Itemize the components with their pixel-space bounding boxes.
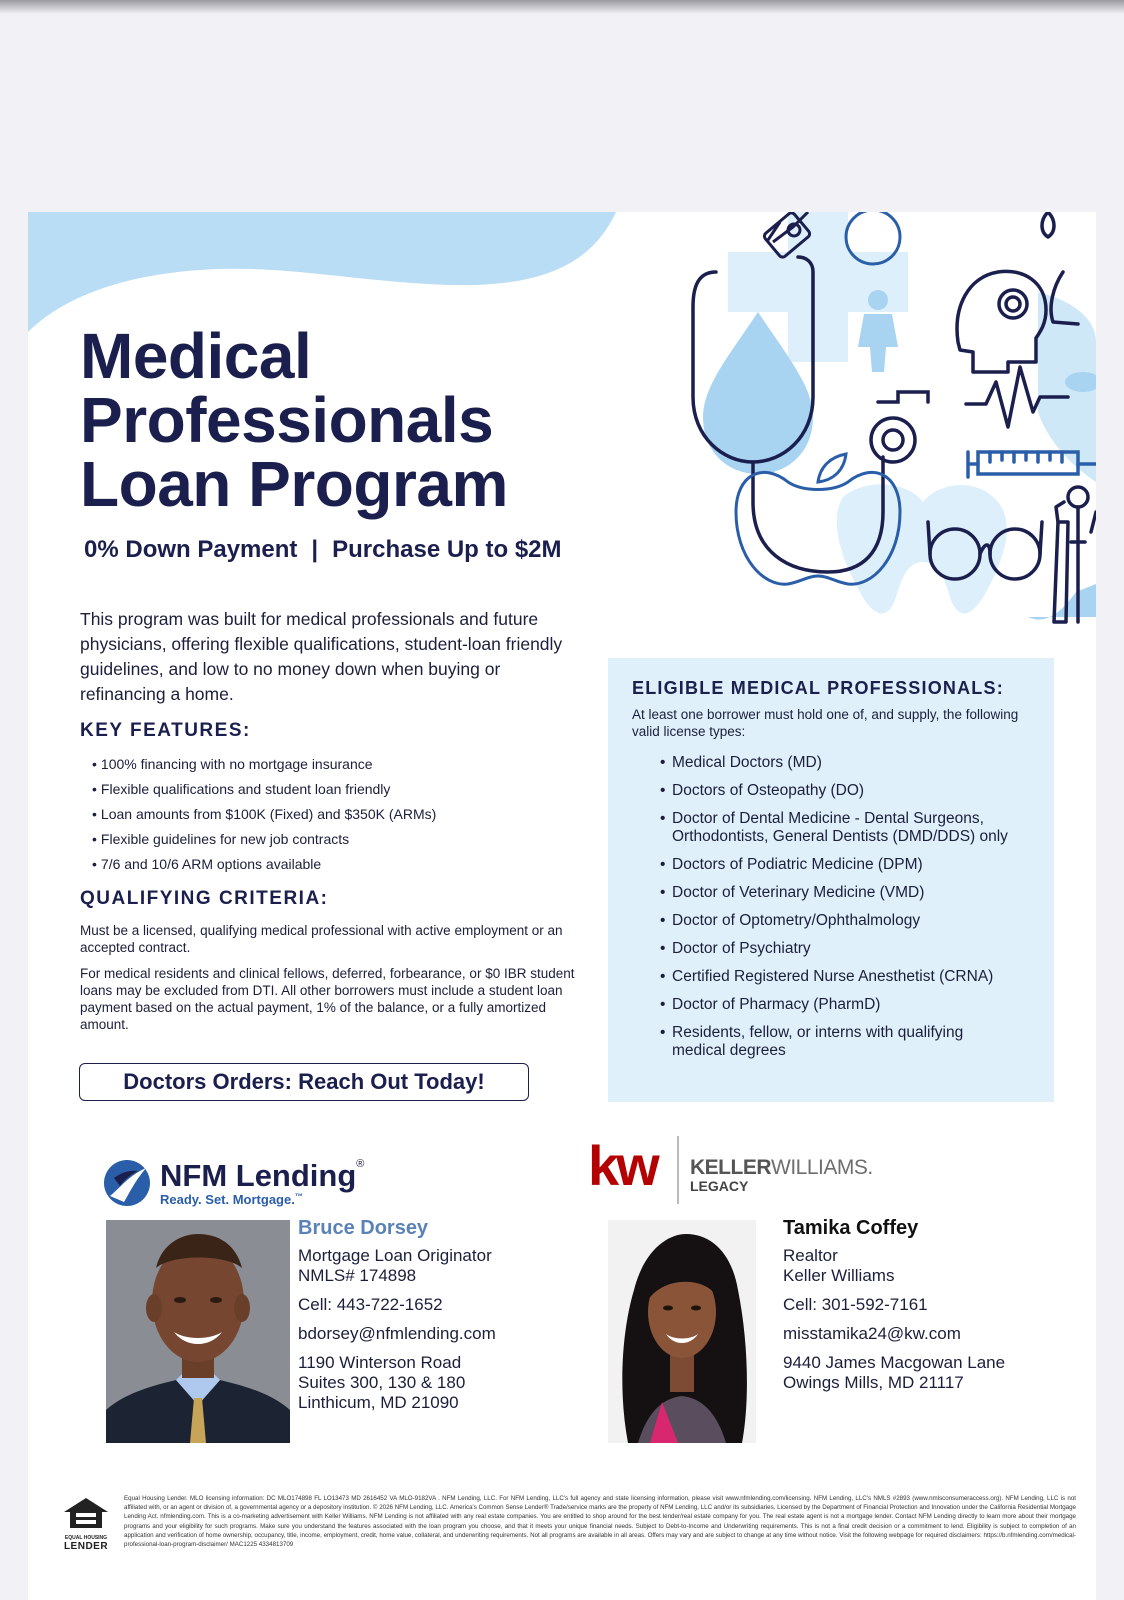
nfm-brand-name: NFM Lending (160, 1158, 357, 1193)
subtitle-separator: | (311, 536, 319, 563)
list-item: • Flexible guidelines for new job contracts (92, 827, 436, 852)
title-line-2: Professionals (80, 384, 494, 456)
list-item: • Flexible qualifications and student loan friendly (92, 777, 436, 802)
top-shadow (0, 0, 1124, 14)
realtor-company: Keller Williams (783, 1266, 895, 1285)
loan-officer-name: Bruce Dorsey (298, 1217, 429, 1239)
list-item: • 100% financing with no mortgage insurance (92, 752, 436, 777)
equal-housing-line-2: LENDER (63, 1541, 109, 1552)
tamika-coffey-photo (608, 1220, 756, 1443)
eligible-list (660, 754, 1020, 1070)
nfm-trademark: ™ (294, 1192, 303, 1201)
loan-officer-address-2: Suites 300, 130 & 180 (298, 1373, 466, 1392)
nfm-registered-mark: ® (356, 1158, 365, 1170)
subtitle (84, 536, 562, 564)
equal-housing-house-icon (62, 1496, 110, 1530)
list-item: • Doctor of Optometry/Ophthalmology (660, 912, 1020, 930)
list-item: • 7/6 and 10/6 ARM options available (92, 852, 436, 877)
title-line-1: Medical (80, 320, 312, 392)
kw-mark: kw (588, 1134, 657, 1197)
qualifying-paragraph-2: For medical residents and clinical fellows, deferred, forbearance, or $0 IBR student loans may be excluded from DTI. All other borrowers must include a student loan payment based on the actual payment, 1% of the balance, or a fully amortized amount. (80, 966, 575, 1032)
realtor-name: Tamika Coffey (783, 1217, 919, 1239)
intro-paragraph: This program was built for medical professionals and future physicians, offering flexible qualifications, student-loan friendly guidelines, and low to no money down when buying or refinancing a home. (80, 609, 563, 704)
eligible-intro: At least one borrower must hold one of, and supply, the following valid license types: (632, 707, 1019, 739)
equal-housing-line-1: EQUAL HOUSING (64, 1535, 108, 1541)
loan-officer-cell: Cell: 443-722-1652 (298, 1295, 443, 1314)
loan-officer-title: Mortgage Loan Originator (298, 1246, 492, 1265)
list-item: • Doctor of Psychiatry (660, 940, 1020, 958)
loan-officer-address-1: 1190 Winterson Road (298, 1353, 462, 1372)
kw-office: LEGACY (690, 1178, 749, 1194)
nfm-tagline: Ready. Set. Mortgage. (160, 1192, 295, 1207)
page-title (80, 320, 508, 520)
list-item: • Doctor of Veterinary Medicine (VMD) (660, 884, 1020, 902)
kw-name-bold: KELLER (690, 1156, 771, 1179)
key-features-list (92, 752, 436, 877)
bruce-dorsey-photo (106, 1220, 290, 1443)
subtitle-down-payment: 0% Down Payment (84, 536, 298, 563)
realtor-cell: Cell: 301-592-7161 (783, 1295, 928, 1314)
list-item: • Doctor of Pharmacy (PharmD) (660, 996, 1020, 1014)
list-item: • Certified Registered Nurse Anesthetist (CRNA) (660, 968, 1020, 986)
nfm-swirl-icon (102, 1158, 152, 1208)
kw-name-light: WILLIAMS. (771, 1156, 873, 1179)
list-item: • Medical Doctors (MD) (660, 754, 1020, 772)
eligible-heading: ELIGIBLE MEDICAL PROFESSIONALS: (632, 678, 1004, 698)
list-item: • Doctors of Osteopathy (DO) (660, 782, 1020, 800)
realtor-email[interactable]: misstamika24@kw.com (783, 1324, 961, 1343)
loan-officer-card (298, 1218, 496, 1413)
flyer-page (28, 212, 1096, 1600)
qualifying-paragraph-1: Must be a licensed, qualifying medical professional with active employment or an accepted contract. (80, 923, 563, 955)
legal-disclaimer: Equal Housing Lender. MLO licensing information: DC MLO174898 FL LO13473 MD 2616452 VA MLO-9182VA . NFM Lending, LLC. For NFM Lending, LLC's full agency and state licensing information, please visit www.nfmlending.com/licensing. NFM Lending, LLC's NMLS #2893 (www.nmlsconsumeraccess.org). NFM Lending, LLC is not affiliated with, or an agent or division of, a governmental agency or a depository institution. © 2026 NFM Lending, LLC. America's Common Sense Lender® Trade/service marks are the property of NFM Lending, LLC and/or its subsidiaries. Licensed by the Department of Financial Protection and Innovation under the California Residential Mortgage Lending Act. nfmlending.com. This is a co-marketing advertisement with Keller Williams. NFM Lending is not affiliated with any real estate companies. You are entitled to shop around for the best lender/real estate company for you. The real estate agent is not a mortgage lender. Contact NFM Lending directly to learn more about their mortgage programs and your eligibility for such programs. Make sure you understand the features associated with the loan program you choose, and that it meets your unique financial needs. Subject to Debt-to-Income and Underwriting requirements. This is not a final credit decision or a commitment to lend. Eligibility is subject to completion of an application and verification of home ownership, occupancy, title, income, employment, credit, home value, collateral, and underwriting requirements. Not all programs are available in all areas. Offers may vary and are subject to change at any time without notice. Visit the following webpage for required disclaimers: https://b.nfmlending.com/medical-professional-loan-program-disclaimer/ MAC1225 4334813709 (124, 1495, 1076, 1549)
realtor-address-2: Owings Mills, MD 21117 (783, 1373, 964, 1392)
eligible-professionals-panel (608, 658, 1054, 1102)
subtitle-purchase-limit: Purchase Up to $2M (332, 536, 562, 563)
list-item: • Doctors of Podiatric Medicine (DPM) (660, 856, 1020, 874)
realtor-card (783, 1218, 1005, 1393)
kw-divider (677, 1136, 679, 1204)
key-features-heading: KEY FEATURES: (80, 720, 251, 741)
list-item: • Residents, fellow, or interns with qualifying medical degrees (660, 1024, 1020, 1060)
qualifying-criteria-heading: QUALIFYING CRITERIA: (80, 888, 329, 909)
realtor-address-1: 9440 James Macgowan Lane (783, 1353, 1006, 1372)
realtor-title: Realtor (783, 1246, 838, 1265)
title-line-3: Loan Program (80, 448, 508, 520)
loan-officer-address-3: Linthicum, MD 21090 (298, 1393, 459, 1412)
loan-officer-email[interactable]: bdorsey@nfmlending.com (298, 1324, 496, 1343)
medical-icons-illustration (668, 212, 1096, 632)
list-item: • Loan amounts from $100K (Fixed) and $350K (ARMs) (92, 802, 436, 827)
reach-out-callout: Doctors Orders: Reach Out Today! (79, 1063, 529, 1101)
equal-housing-lender-logo (60, 1496, 112, 1552)
loan-officer-nmls: NMLS# 174898 (298, 1266, 417, 1285)
list-item: • Doctor of Dental Medicine - Dental Surgeons, Orthodontists, General Dentists (DMD/DDS) only (660, 810, 1020, 846)
